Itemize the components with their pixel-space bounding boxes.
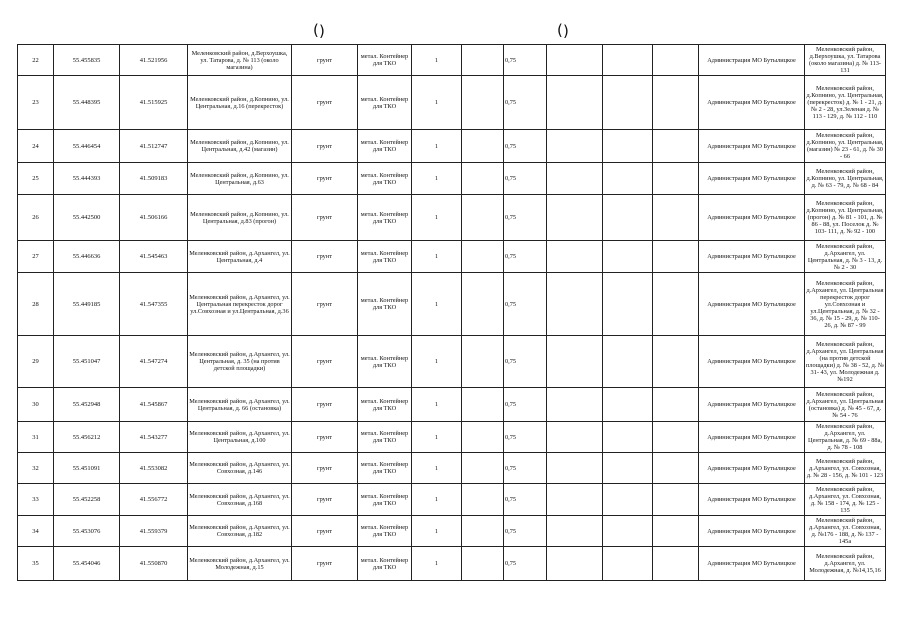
served-addresses-cell: Меленковский район, д.Архангел, ул. Совхозная, д. № 158 - 174, д. № 125 - 135: [805, 484, 886, 516]
empty-cell: [547, 273, 603, 336]
address-cell: Меленковский район, д.Копнино, ул. Центральная, д.83 (прогон): [188, 195, 292, 241]
container-type-cell: метал. Контейнер для ТКО: [358, 130, 412, 163]
container-type-cell: метал. Контейнер для ТКО: [358, 273, 412, 336]
latitude-cell: 55.451047: [54, 336, 120, 388]
surface-cell: грунт: [292, 336, 358, 388]
table-row: [18, 45, 886, 76]
empty-cell: [603, 130, 653, 163]
empty-cell: [462, 241, 504, 273]
address-cell: Меленковский район, д.Архангел, ул. Центральная, д. 35 (на против детской площадки): [188, 336, 292, 388]
empty-cell: [547, 241, 603, 273]
latitude-cell: 55.454046: [54, 547, 120, 581]
row-number-cell: 22: [18, 45, 54, 76]
empty-cell: [653, 516, 699, 547]
container-count-cell: 1: [412, 516, 462, 547]
table-row: [18, 422, 886, 453]
empty-cell: [462, 195, 504, 241]
container-type-cell: метал. Контейнер для ТКО: [358, 163, 412, 195]
volume-cell: 0,75: [504, 45, 547, 76]
served-addresses-cell: Меленковский район, д.Архангел, ул. Центральная перекресток дорог ул.Совхозная и ул.Центральная, д. № 32 - 36, д. № 15 - 29, д. № 110- 26, д. № 87 - 99: [805, 273, 886, 336]
empty-cell: [603, 453, 653, 484]
surface-cell: грунт: [292, 547, 358, 581]
empty-cell: [653, 241, 699, 273]
empty-cell: [462, 130, 504, 163]
owner-cell: Администрация МО Бутылицкое: [699, 516, 805, 547]
served-addresses-cell: Меленковский район, д.Верхоушка, ул. Татарова (около магазина) д. № 113- 131: [805, 45, 886, 76]
longitude-cell: 41.521956: [120, 45, 188, 76]
longitude-cell: 41.559379: [120, 516, 188, 547]
surface-cell: грунт: [292, 484, 358, 516]
empty-cell: [653, 273, 699, 336]
served-addresses-cell: Меленковский район, д.Архангел, ул. Молодежная, д. №14,15,16: [805, 547, 886, 581]
surface-cell: грунт: [292, 195, 358, 241]
empty-cell: [462, 273, 504, 336]
latitude-cell: 55.452948: [54, 388, 120, 422]
surface-cell: грунт: [292, 422, 358, 453]
address-cell: Меленковский район, д.Архангел, ул. Совхозная, д.146: [188, 453, 292, 484]
owner-cell: Администрация МО Бутылицкое: [699, 130, 805, 163]
container-count-cell: 1: [412, 388, 462, 422]
address-cell: Меленковский район, д.Копнино, ул. Центральная, д.63: [188, 163, 292, 195]
empty-cell: [547, 195, 603, 241]
empty-cell: [653, 195, 699, 241]
container-count-cell: 1: [412, 241, 462, 273]
empty-cell: [462, 516, 504, 547]
empty-cell: [653, 453, 699, 484]
address-cell: Меленковский район, д.Архангел, ул. Центральная перекресток дорог ул.Совхозная и ул.Центральная, д.36: [188, 273, 292, 336]
longitude-cell: 41.553082: [120, 453, 188, 484]
empty-cell: [462, 76, 504, 130]
served-addresses-cell: Меленковский район, д.Архангел, ул. Центральная (остановка) д. № 45 - 67, д. № 54 - 76: [805, 388, 886, 422]
row-number-cell: 29: [18, 336, 54, 388]
surface-cell: грунт: [292, 516, 358, 547]
table-row: [18, 195, 886, 241]
row-number-cell: 24: [18, 130, 54, 163]
container-type-cell: метал. Контейнер для ТКО: [358, 241, 412, 273]
empty-cell: [653, 547, 699, 581]
latitude-cell: 55.448395: [54, 76, 120, 130]
table-row: [18, 163, 886, 195]
empty-cell: [653, 130, 699, 163]
owner-cell: Администрация МО Бутылицкое: [699, 547, 805, 581]
empty-cell: [603, 547, 653, 581]
surface-cell: грунт: [292, 163, 358, 195]
container-type-cell: метал. Контейнер для ТКО: [358, 516, 412, 547]
container-type-cell: метал. Контейнер для ТКО: [358, 453, 412, 484]
empty-cell: [547, 516, 603, 547]
surface-cell: грунт: [292, 388, 358, 422]
address-cell: Меленковский район, д.Копнино, ул. Центральная, д.42 (магазин): [188, 130, 292, 163]
volume-cell: 0,75: [504, 195, 547, 241]
empty-cell: [547, 76, 603, 130]
longitude-cell: 41.509183: [120, 163, 188, 195]
container-type-cell: метал. Контейнер для ТКО: [358, 76, 412, 130]
served-addresses-cell: Меленковский район, д.Копнино, ул. Центральная, (перекресток) д. № 1 - 21, д. № 2 - 28, ул.Зеленая д. № 113 - 129, д. № 112 - 110: [805, 76, 886, 130]
table-row: [18, 273, 886, 336]
owner-cell: Администрация МО Бутылицкое: [699, 388, 805, 422]
empty-cell: [547, 163, 603, 195]
empty-cell: [603, 516, 653, 547]
container-type-cell: метал. Контейнер для ТКО: [358, 422, 412, 453]
container-count-cell: 1: [412, 547, 462, 581]
latitude-cell: 55.446454: [54, 130, 120, 163]
empty-cell: [603, 163, 653, 195]
table-row: [18, 336, 886, 388]
volume-cell: 0,75: [504, 273, 547, 336]
empty-cell: [462, 336, 504, 388]
address-cell: Меленковский район, д.Архангел, ул. Центральная, д.100: [188, 422, 292, 453]
surface-cell: грунт: [292, 76, 358, 130]
container-count-cell: 1: [412, 163, 462, 195]
owner-cell: Администрация МО Бутылицкое: [699, 241, 805, 273]
volume-cell: 0,75: [504, 130, 547, 163]
surface-cell: грунт: [292, 241, 358, 273]
empty-cell: [603, 484, 653, 516]
container-type-cell: метал. Контейнер для ТКО: [358, 45, 412, 76]
empty-cell: [462, 422, 504, 453]
table-row: [18, 547, 886, 581]
surface-cell: грунт: [292, 130, 358, 163]
container-count-cell: 1: [412, 422, 462, 453]
empty-cell: [547, 484, 603, 516]
longitude-cell: 41.512747: [120, 130, 188, 163]
address-cell: Меленковский район, д.Архангел, ул. Центральная, д. 66 (остановка): [188, 388, 292, 422]
table-row: [18, 453, 886, 484]
empty-cell: [462, 453, 504, 484]
owner-cell: Администрация МО Бутылицкое: [699, 484, 805, 516]
row-number-cell: 31: [18, 422, 54, 453]
table-row: [18, 76, 886, 130]
container-type-cell: метал. Контейнер для ТКО: [358, 336, 412, 388]
longitude-cell: 41.545867: [120, 388, 188, 422]
empty-cell: [547, 45, 603, 76]
table-row: [18, 241, 886, 273]
empty-cell: [462, 484, 504, 516]
empty-cell: [547, 388, 603, 422]
empty-cell: [603, 76, 653, 130]
volume-cell: 0,75: [504, 547, 547, 581]
row-number-cell: 34: [18, 516, 54, 547]
row-number-cell: 33: [18, 484, 54, 516]
container-count-cell: 1: [412, 45, 462, 76]
latitude-cell: 55.442500: [54, 195, 120, 241]
container-count-cell: 1: [412, 453, 462, 484]
owner-cell: Администрация МО Бутылицкое: [699, 422, 805, 453]
empty-cell: [653, 422, 699, 453]
row-number-cell: 32: [18, 453, 54, 484]
container-type-cell: метал. Контейнер для ТКО: [358, 195, 412, 241]
empty-cell: [653, 336, 699, 388]
row-number-cell: 26: [18, 195, 54, 241]
volume-cell: 0,75: [504, 76, 547, 130]
empty-cell: [603, 388, 653, 422]
empty-cell: [547, 422, 603, 453]
container-count-cell: 1: [412, 336, 462, 388]
surface-cell: грунт: [292, 45, 358, 76]
longitude-cell: 41.515925: [120, 76, 188, 130]
container-count-cell: 1: [412, 484, 462, 516]
empty-cell: [547, 336, 603, 388]
latitude-cell: 55.455835: [54, 45, 120, 76]
owner-cell: Администрация МО Бутылицкое: [699, 45, 805, 76]
served-addresses-cell: Меленковский район, д.Копнино, ул. Центральная,(прогон) д. № 81 - 101, д. № 86 - 88, ул. Поселок д. № 103- 111, д. № 92 - 100: [805, 195, 886, 241]
empty-cell: [462, 163, 504, 195]
waste-container-sites-table: [17, 44, 886, 581]
longitude-cell: 41.547355: [120, 273, 188, 336]
longitude-cell: 41.543277: [120, 422, 188, 453]
served-addresses-cell: Меленковский район, д.Архангел, ул. Центральная, д. № 69 - 88а, д. № 78 - 108: [805, 422, 886, 453]
volume-cell: 0,75: [504, 336, 547, 388]
volume-cell: 0,75: [504, 484, 547, 516]
binder-hole-left-mark: ( ): [313, 21, 325, 40]
empty-cell: [603, 273, 653, 336]
volume-cell: 0,75: [504, 453, 547, 484]
row-number-cell: 25: [18, 163, 54, 195]
volume-cell: 0,75: [504, 241, 547, 273]
container-count-cell: 1: [412, 195, 462, 241]
latitude-cell: 55.446636: [54, 241, 120, 273]
served-addresses-cell: Меленковский район, д.Архангел, ул. Совхозная, д. №176 - 188, д. № 137 - 145а: [805, 516, 886, 547]
address-cell: Меленковский район, д.Копнино, ул. Центральная, д.16 (перекресток): [188, 76, 292, 130]
row-number-cell: 35: [18, 547, 54, 581]
empty-cell: [603, 241, 653, 273]
container-count-cell: 1: [412, 130, 462, 163]
row-number-cell: 28: [18, 273, 54, 336]
owner-cell: Администрация МО Бутылицкое: [699, 76, 805, 130]
container-type-cell: метал. Контейнер для ТКО: [358, 484, 412, 516]
binder-hole-right-mark: ( ): [557, 21, 569, 40]
latitude-cell: 55.456212: [54, 422, 120, 453]
table-row: [18, 484, 886, 516]
container-type-cell: метал. Контейнер для ТКО: [358, 547, 412, 581]
owner-cell: Администрация МО Бутылицкое: [699, 453, 805, 484]
row-number-cell: 23: [18, 76, 54, 130]
address-cell: Меленковский район, д.Архангел, ул. Совхозная, д.182: [188, 516, 292, 547]
volume-cell: 0,75: [504, 422, 547, 453]
empty-cell: [547, 130, 603, 163]
latitude-cell: 55.453076: [54, 516, 120, 547]
empty-cell: [547, 547, 603, 581]
empty-cell: [653, 163, 699, 195]
surface-cell: грунт: [292, 453, 358, 484]
address-cell: Меленковский район, д.Архангел, ул. Молодежная, д.15: [188, 547, 292, 581]
empty-cell: [603, 45, 653, 76]
volume-cell: 0,75: [504, 516, 547, 547]
latitude-cell: 55.451091: [54, 453, 120, 484]
row-number-cell: 30: [18, 388, 54, 422]
empty-cell: [547, 453, 603, 484]
table-row: [18, 388, 886, 422]
empty-cell: [653, 388, 699, 422]
empty-cell: [603, 195, 653, 241]
container-count-cell: 1: [412, 76, 462, 130]
empty-cell: [462, 388, 504, 422]
empty-cell: [603, 422, 653, 453]
served-addresses-cell: Меленковский район, д.Копнино, ул. Центральная, д. № 63 - 79, д. № 68 - 84: [805, 163, 886, 195]
empty-cell: [603, 336, 653, 388]
owner-cell: Администрация МО Бутылицкое: [699, 195, 805, 241]
address-cell: Меленковский район, д.Архангел, ул. Совхозная, д.168: [188, 484, 292, 516]
served-addresses-cell: Меленковский район, д.Копнино, ул. Центральная, (магазин) № 23 - 61, д. № 30 - 66: [805, 130, 886, 163]
empty-cell: [653, 76, 699, 130]
owner-cell: Администрация МО Бутылицкое: [699, 273, 805, 336]
longitude-cell: 41.547274: [120, 336, 188, 388]
empty-cell: [462, 45, 504, 76]
container-count-cell: 1: [412, 273, 462, 336]
longitude-cell: 41.506166: [120, 195, 188, 241]
row-number-cell: 27: [18, 241, 54, 273]
table-row: [18, 130, 886, 163]
owner-cell: Администрация МО Бутылицкое: [699, 336, 805, 388]
address-cell: Меленковский район, д.Архангел, ул. Центральная, д.4: [188, 241, 292, 273]
empty-cell: [462, 547, 504, 581]
owner-cell: Администрация МО Бутылицкое: [699, 163, 805, 195]
longitude-cell: 41.556772: [120, 484, 188, 516]
served-addresses-cell: Меленковский район, д.Архангел, ул. Центральная (на против детской площадки) д. № 38 - 52, д. № 31- 43, ул. Молодежная д. №192: [805, 336, 886, 388]
volume-cell: 0,75: [504, 388, 547, 422]
latitude-cell: 55.452258: [54, 484, 120, 516]
longitude-cell: 41.550870: [120, 547, 188, 581]
served-addresses-cell: Меленковский район, д.Архангел, ул. Совхозная, д. № 28 - 156, д. № 101 - 123: [805, 453, 886, 484]
served-addresses-cell: Меленковский район, д.Архангел, ул. Центральная, д. № 3 - 13, д. № 2 - 30: [805, 241, 886, 273]
table-row: [18, 516, 886, 547]
address-cell: Меленковский район, д.Верхоушка, ул. Татарова, д. № 113 (около магазина): [188, 45, 292, 76]
latitude-cell: 55.449185: [54, 273, 120, 336]
latitude-cell: 55.444393: [54, 163, 120, 195]
container-type-cell: метал. Контейнер для ТКО: [358, 388, 412, 422]
surface-cell: грунт: [292, 273, 358, 336]
longitude-cell: 41.545463: [120, 241, 188, 273]
empty-cell: [653, 484, 699, 516]
volume-cell: 0,75: [504, 163, 547, 195]
empty-cell: [653, 45, 699, 76]
